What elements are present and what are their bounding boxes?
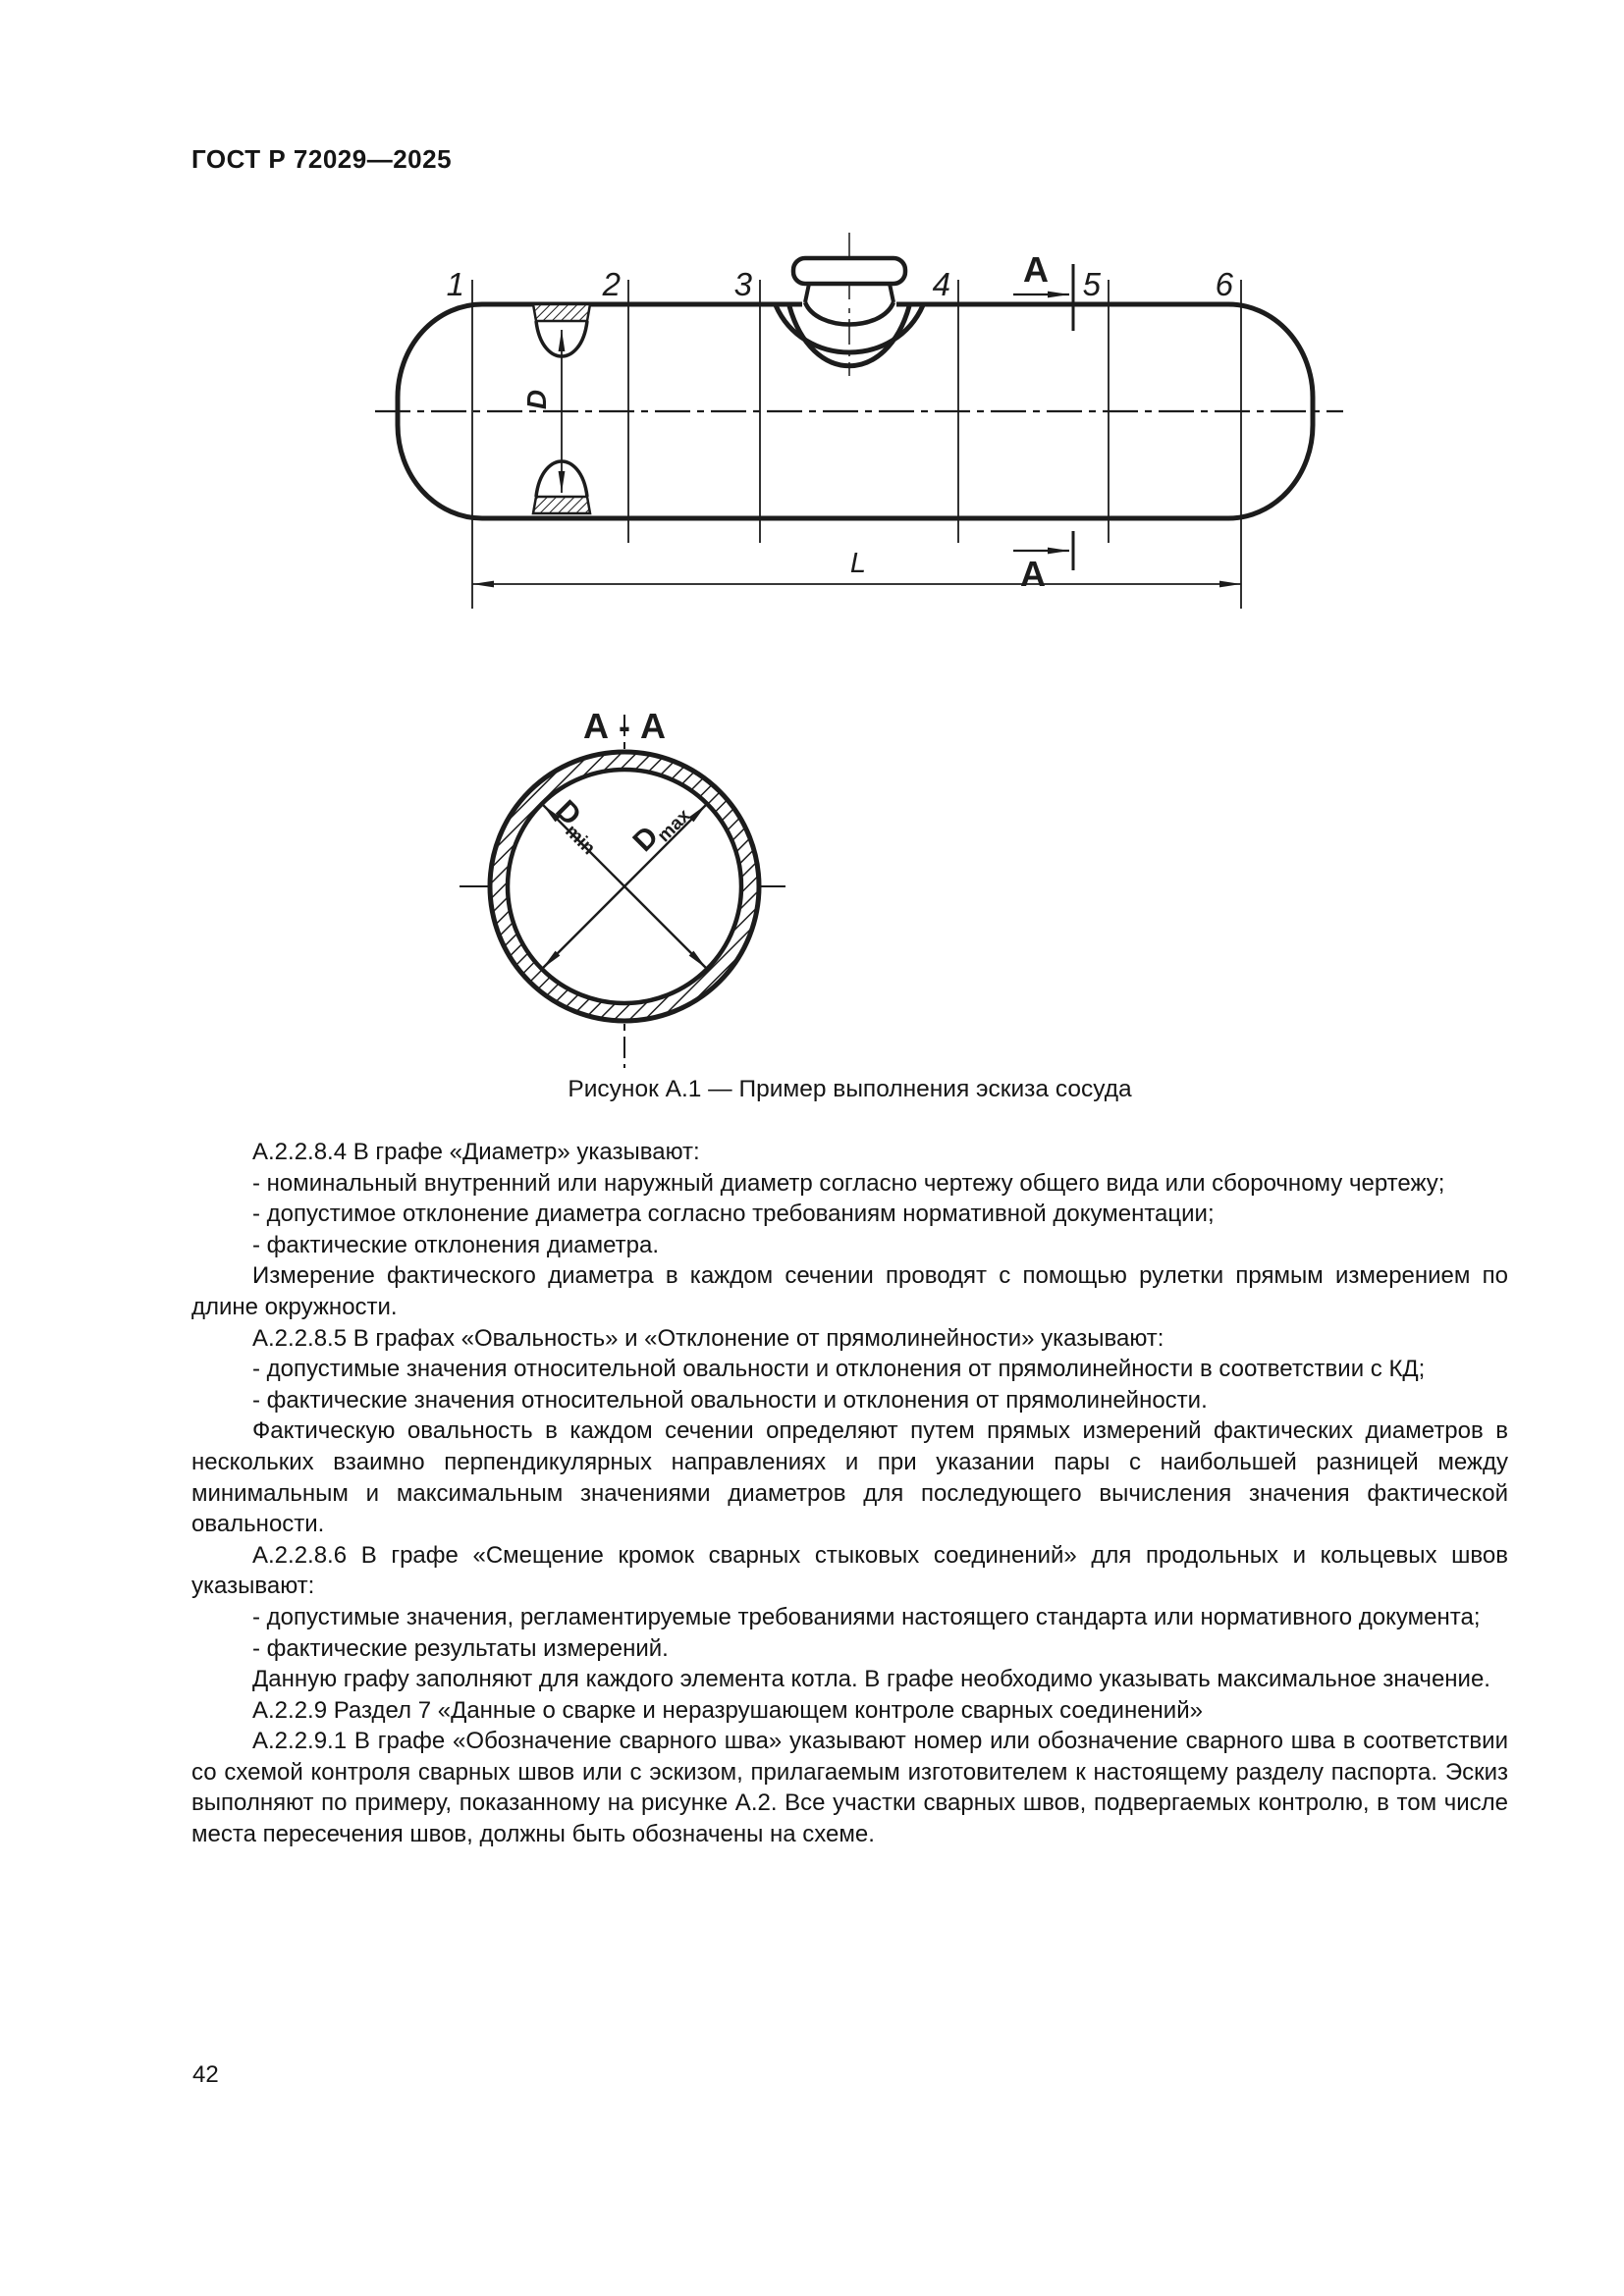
svg-text:А: А — [1023, 249, 1049, 290]
paragraph: Измерение фактического диаметра в каждом сечении проводят с помощью рулетки прямым измерением по длине окружности. — [191, 1262, 1508, 1320]
section-label-6: 6 — [1215, 266, 1233, 302]
paragraph: - номинальный внутренний или наружный диаметр согласно чертежу общего вида или сборочному чертежу; — [252, 1169, 1445, 1197]
vessel-sketch — [373, 201, 1345, 638]
paragraph: А.2.2.8.6 В графе «Смещение кромок сварных стыковых соединений» для продольных и кольцевых швов указывают: — [191, 1541, 1508, 1600]
paragraph: А.2.2.9.1 В графе «Обозначение сварного шва» указывают номер или обозначение сварного шва в соответствии со схемой контроля сварных швов или с эскизом, прилагаемым изготовителем к настоящему разделу паспорта. Эскиз выполняют по примеру, показанному на рисунке А.2. Все участки сварных швов, подвергаемых контролю, в том числе места пересечения швов, должны быть обозначены на схеме. — [191, 1728, 1508, 1848]
section-label-3: 3 — [733, 266, 752, 302]
section-label-1: 1 — [446, 266, 464, 302]
diameter-label: D — [521, 389, 552, 410]
dimension-length — [472, 548, 1241, 584]
standard-designation: ГОСТ Р 72029—2025 — [191, 144, 453, 174]
paragraph: - допустимое отклонение диаметра согласно требованиям нормативной документации; — [252, 1201, 1215, 1228]
paragraph: - фактические результаты измерений. — [252, 1634, 669, 1662]
body-text — [191, 1137, 1508, 1850]
paragraph: А.2.2.9 Раздел 7 «Данные о сварке и неразрушающем контроле сварных соединений» — [252, 1696, 1203, 1724]
section-label-5: 5 — [1082, 266, 1101, 302]
figure-caption: Рисунок А.1 — Пример выполнения эскиза сосуда — [568, 1076, 1132, 1102]
section-view-a-a — [442, 687, 815, 1075]
length-label: L — [849, 548, 867, 579]
d-max-label: $D_{max}$ — [626, 805, 695, 859]
paragraph: - допустимые значения, регламентируемые требованиями настоящего стандарта или нормативного документа; — [252, 1603, 1481, 1630]
paragraph: - фактические значения относительной овальности и отклонения от прямолинейности. — [252, 1386, 1208, 1414]
page-number: 42 — [192, 2061, 219, 2088]
section-view-title: А - А — [583, 706, 666, 746]
paragraph: А.2.2.8.4 В графе «Диаметр» указывают: — [252, 1139, 700, 1165]
d-min-label: $D_{min}$ — [549, 794, 599, 860]
svg-text:А: А — [1020, 554, 1046, 594]
paragraph: - фактические отклонения диаметра. — [252, 1231, 659, 1258]
paragraph: Данную графу заполняют для каждого элемента котла. В графе необходимо указывать максимальное значение. — [252, 1666, 1490, 1693]
section-label-2: 2 — [602, 266, 621, 302]
paragraph: А.2.2.8.5 В графах «Овальность» и «Отклонение от прямолинейности» указывают: — [252, 1324, 1164, 1352]
section-label-4: 4 — [932, 266, 950, 302]
paragraph: - допустимые значения относительной овальности и отклонения от прямолинейности в соответствии с КД; — [252, 1356, 1426, 1383]
paragraph: Фактическую овальность в каждом сечении определяют путем прямых измерений фактических диаметров в нескольких взаимно перпендикулярных направлениях и при указании пары с наибольшей разницей между минимальным и максимальным значениями диаметров для последующего вычисления значения фактической овальности. — [191, 1417, 1508, 1538]
view-arrow-top — [1013, 249, 1073, 331]
